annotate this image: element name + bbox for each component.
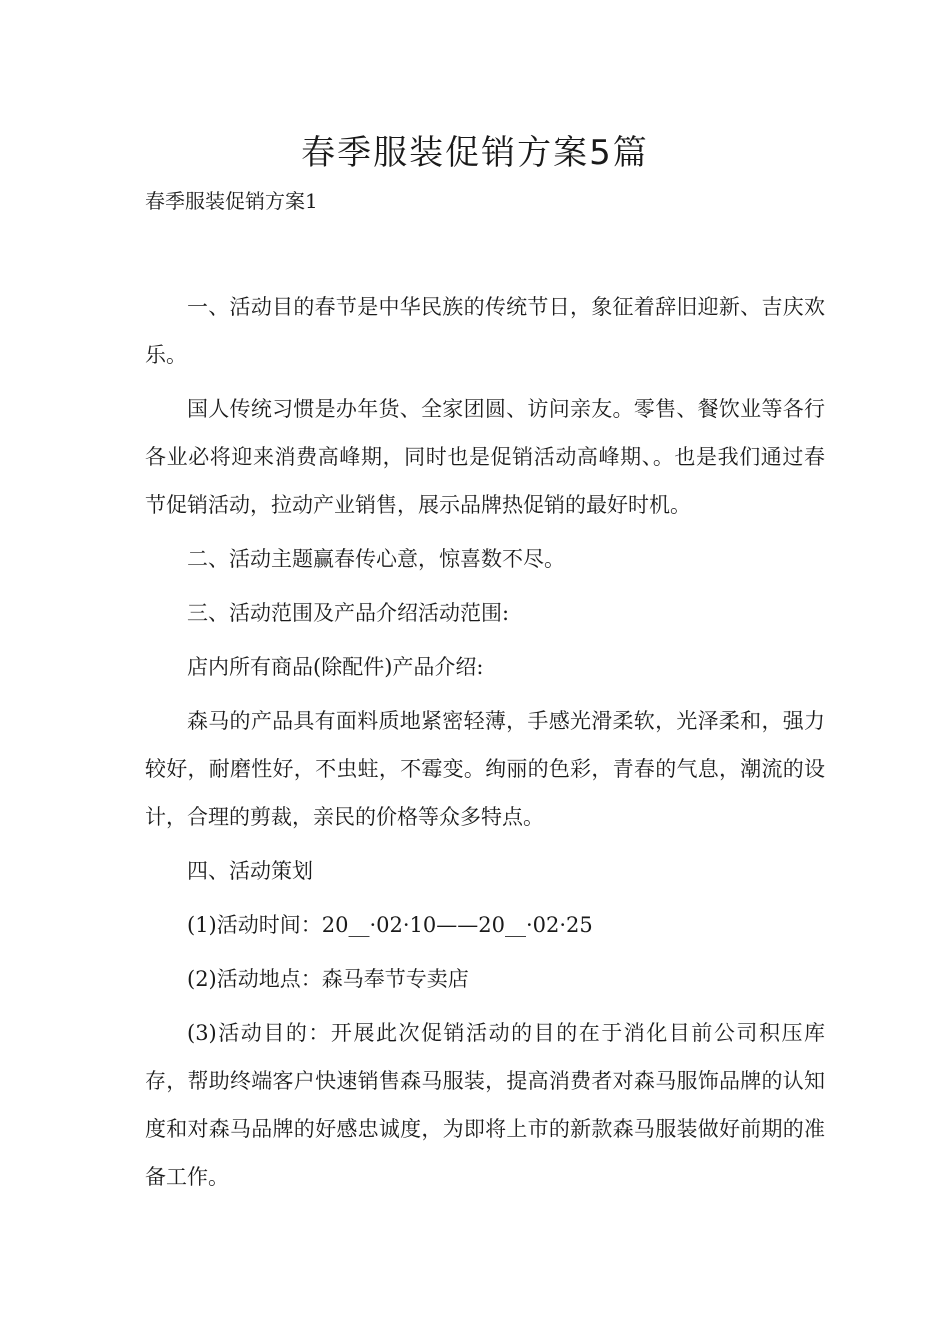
- paragraph-products: 店内所有商品(除配件)产品介绍:: [187, 655, 484, 679]
- paragraph-theme: 二、活动主题赢春传心意，惊喜数不尽。: [187, 547, 565, 571]
- paragraph-location: (2)活动地点：森马奉节专卖店: [187, 967, 469, 991]
- paragraph-planning: 四、活动策划: [187, 859, 313, 883]
- paragraph-activity-purpose: 一、活动目的春节是中华民族的传统节日，象征着辞旧迎新、吉庆欢乐。: [145, 295, 825, 367]
- document-subtitle: 春季服装促销方案1: [145, 189, 318, 213]
- paragraph-scope: 三、活动范围及产品介绍活动范围:: [187, 601, 510, 625]
- paragraph-time: (1)活动时间：20__·02·10——20__·02·25: [187, 913, 593, 937]
- document-body: [145, 283, 825, 1207]
- paragraph-customs: 国人传统习惯是办年货、全家团圆、访问亲友。零售、餐饮业等各行各业必将迎来消费高峰期，同时也是促销活动高峰期、。也是我们通过春节促销活动，拉动产业销售，展示品牌热促销的最好时机。: [145, 397, 825, 517]
- paragraph-goal: (3)活动目的：开展此次促销活动的目的在于消化目前公司积压库存，帮助终端客户快速销售森马服装，提高消费者对森马服饰品牌的认知度和对森马品牌的好感忠诚度，为即将上市的新款森马服装做好前期的准备工作。: [145, 1021, 825, 1189]
- document-title: 春季服装促销方案5篇: [301, 133, 649, 173]
- paragraph-product-features: 森马的产品具有面料质地紧密轻薄，手感光滑柔软，光泽柔和，强力较好，耐磨性好，不虫蛀，不霉变。绚丽的色彩，青春的气息，潮流的设计，合理的剪裁，亲民的价格等众多特点。: [145, 709, 825, 829]
